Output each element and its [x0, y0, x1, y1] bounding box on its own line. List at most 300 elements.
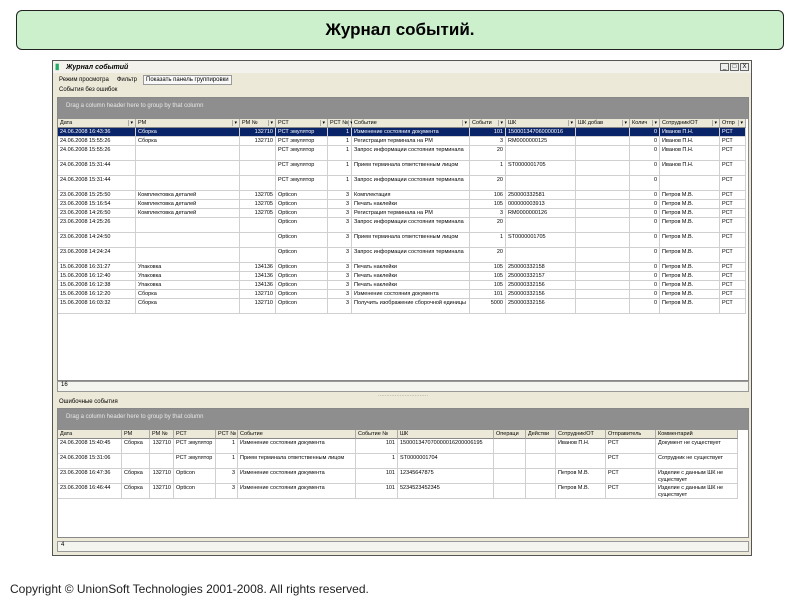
table-cell[interactable]: 0: [630, 200, 660, 209]
table-cell[interactable]: 250000332158: [506, 263, 576, 272]
table-cell[interactable]: РСТ: [720, 290, 746, 299]
copyright-text: Copyright © UnionSoft Technologies 2001-2008. All rights reserved.: [10, 582, 369, 596]
table-cell[interactable]: [506, 146, 576, 161]
column-header[interactable]: [58, 430, 122, 439]
table-cell[interactable]: [556, 454, 606, 469]
table-cell[interactable]: [136, 146, 240, 161]
table-cell[interactable]: 250000332156: [506, 290, 576, 299]
table-cell[interactable]: РСТ: [720, 272, 746, 281]
window-titlebar[interactable]: [53, 61, 751, 73]
table-cell[interactable]: Комплектовка деталей: [136, 209, 240, 218]
table-cell[interactable]: Opticon: [174, 469, 216, 484]
column-header[interactable]: [576, 119, 630, 128]
table-cell[interactable]: РСТ: [720, 128, 746, 137]
table-cell[interactable]: Иванов П.Н.: [556, 439, 606, 454]
table-cell[interactable]: Opticon: [276, 263, 328, 272]
table-cell[interactable]: 23.06.2008 16:47:36: [58, 469, 122, 484]
table-cell[interactable]: 3: [328, 209, 352, 218]
table-cell[interactable]: Петров М.В.: [660, 248, 720, 263]
table-cell[interactable]: 1: [216, 454, 238, 469]
filter-dropdown-icon[interactable]: ▾: [570, 120, 573, 126]
table-cell[interactable]: 132710: [240, 290, 276, 299]
filter-dropdown-icon[interactable]: ▾: [130, 120, 133, 126]
table-cell[interactable]: Петров М.В.: [660, 272, 720, 281]
table-cell[interactable]: Запрос информации состояния терминала: [352, 248, 470, 263]
table-cell[interactable]: 24.06.2008 15:55:26: [58, 137, 136, 146]
table-cell[interactable]: РСТ: [720, 191, 746, 200]
table-cell[interactable]: Opticon: [276, 299, 328, 314]
table-cell[interactable]: Упаковка: [136, 281, 240, 290]
table-cell[interactable]: [576, 146, 630, 161]
column-header[interactable]: [656, 430, 738, 439]
table-cell[interactable]: [150, 454, 174, 469]
table-cell[interactable]: 101: [356, 439, 398, 454]
table-cell[interactable]: Комплектация: [352, 191, 470, 200]
table-cell[interactable]: РСТ эмулятор: [174, 454, 216, 469]
table-cell[interactable]: Иванов П.Н.: [660, 137, 720, 146]
table-cell[interactable]: 000000003913: [506, 200, 576, 209]
column-header[interactable]: [556, 430, 606, 439]
table-cell[interactable]: 0: [630, 248, 660, 263]
table-cell[interactable]: РСТ: [720, 200, 746, 209]
table-cell[interactable]: 15.06.2008 16:31:27: [58, 263, 136, 272]
column-header[interactable]: [470, 119, 506, 128]
table-cell[interactable]: [576, 299, 630, 314]
column-header-label: РМ: [138, 120, 147, 126]
table-cell[interactable]: 0: [630, 233, 660, 248]
table-cell[interactable]: 12345647875: [398, 469, 494, 484]
table-cell[interactable]: РСТ эмулятор: [276, 161, 328, 176]
table-cell[interactable]: 105: [470, 200, 506, 209]
table-cell[interactable]: RM0000000126: [506, 209, 576, 218]
table-cell[interactable]: 3: [470, 137, 506, 146]
table-cell[interactable]: [240, 248, 276, 263]
table-cell[interactable]: РСТ эмулятор: [276, 176, 328, 191]
table-cell[interactable]: РСТ: [720, 176, 746, 191]
table-cell[interactable]: 20: [470, 146, 506, 161]
table-cell[interactable]: [526, 484, 556, 499]
filter-dropdown-icon[interactable]: ▾: [464, 120, 467, 126]
table-cell[interactable]: [136, 161, 240, 176]
table-cell[interactable]: 250000332156: [506, 299, 576, 314]
table-cell[interactable]: РСТ: [720, 233, 746, 248]
table-cell[interactable]: 105: [470, 263, 506, 272]
table-cell[interactable]: РСТ: [606, 439, 656, 454]
table-cell[interactable]: [576, 137, 630, 146]
table-cell[interactable]: Opticon: [276, 191, 328, 200]
table-cell[interactable]: 0: [630, 290, 660, 299]
table-cell[interactable]: 250000332156: [506, 281, 576, 290]
table-cell[interactable]: 23.06.2008 15:25:50: [58, 191, 136, 200]
table-cell[interactable]: 250000332157: [506, 272, 576, 281]
table-cell[interactable]: Печать наклейки: [352, 272, 470, 281]
column-header[interactable]: [352, 119, 470, 128]
column-header-label: Дата: [60, 120, 73, 126]
table-cell[interactable]: РСТ: [720, 137, 746, 146]
table-cell[interactable]: 0: [630, 146, 660, 161]
table-cell[interactable]: РСТ: [720, 161, 746, 176]
column-header[interactable]: [630, 119, 660, 128]
table-cell[interactable]: [526, 454, 556, 469]
table-cell[interactable]: 20: [470, 176, 506, 191]
table-cell[interactable]: РСТ: [720, 248, 746, 263]
table-cell[interactable]: 132705: [240, 191, 276, 200]
column-header[interactable]: [398, 430, 494, 439]
table-cell[interactable]: [576, 281, 630, 290]
table-cell[interactable]: Петров М.В.: [556, 469, 606, 484]
splitter-handle[interactable]: ⋯⋯⋯⋯⋯⋯⋯⋯⋯⋯: [378, 393, 428, 399]
table-cell[interactable]: 3: [470, 209, 506, 218]
table-cell[interactable]: РСТ: [720, 263, 746, 272]
table-cell[interactable]: Сотрудник не существует: [656, 454, 738, 469]
table-cell[interactable]: [506, 176, 576, 191]
table-cell[interactable]: 1: [328, 128, 352, 137]
table-cell[interactable]: Петров М.В.: [660, 263, 720, 272]
table-cell[interactable]: Петров М.В.: [660, 218, 720, 233]
table-cell[interactable]: Получить изображение сборочной единицы: [352, 299, 470, 314]
table-cell[interactable]: 132710: [240, 299, 276, 314]
table-cell[interactable]: РСТ: [606, 454, 656, 469]
table-cell[interactable]: [576, 191, 630, 200]
table-cell[interactable]: Комплектовка деталей: [136, 200, 240, 209]
table-cell[interactable]: 23.06.2008 14:26:50: [58, 209, 136, 218]
table-cell[interactable]: Иванов П.Н.: [660, 128, 720, 137]
table-cell[interactable]: 20: [470, 248, 506, 263]
column-header-label: Действи: [528, 431, 550, 437]
table-cell[interactable]: Opticon: [276, 233, 328, 248]
filter-dropdown-icon[interactable]: ▾: [624, 120, 627, 126]
close-button[interactable]: X: [740, 63, 749, 71]
table-cell[interactable]: 0: [630, 209, 660, 218]
table-cell[interactable]: Запрос информации состояния терминала: [352, 176, 470, 191]
table-cell[interactable]: Прием терминала ответственным лицом: [352, 161, 470, 176]
table-cell[interactable]: 1: [328, 137, 352, 146]
table-cell[interactable]: 3: [328, 200, 352, 209]
group-panel-errors[interactable]: Drag a column header here to group by that column: [58, 409, 748, 430]
table-cell[interactable]: Изменение состояния документа: [352, 128, 470, 137]
table-cell[interactable]: [136, 248, 240, 263]
table-cell[interactable]: [494, 454, 526, 469]
table-cell[interactable]: Opticon: [276, 200, 328, 209]
table-cell[interactable]: Изменение состояния документа: [238, 484, 356, 499]
table-cell[interactable]: 105: [470, 281, 506, 290]
table-cell[interactable]: 23.06.2008 14:24:50: [58, 233, 136, 248]
table-cell[interactable]: 0: [630, 218, 660, 233]
table-cell[interactable]: 134136: [240, 281, 276, 290]
table-cell[interactable]: Иванов П.Н.: [660, 146, 720, 161]
table-cell[interactable]: [660, 176, 720, 191]
table-cell[interactable]: 3: [328, 281, 352, 290]
show-group-panel-button[interactable]: Показать панель группировки: [143, 75, 232, 85]
filter-button[interactable]: Фильтр: [116, 76, 137, 83]
table-cell[interactable]: Петров М.В.: [660, 290, 720, 299]
table-cell[interactable]: [526, 439, 556, 454]
table-cell[interactable]: ST0000001705: [506, 233, 576, 248]
table-cell[interactable]: Прием терминала ответственным лицом: [352, 233, 470, 248]
table-cell[interactable]: [506, 248, 576, 263]
table-cell[interactable]: 24.06.2008 15:40:45: [58, 439, 122, 454]
table-cell[interactable]: 132710: [240, 128, 276, 137]
table-cell[interactable]: 24.06.2008 15:31:06: [58, 454, 122, 469]
table-cell[interactable]: 20: [470, 218, 506, 233]
table-cell[interactable]: Opticon: [276, 209, 328, 218]
table-cell[interactable]: 1: [328, 176, 352, 191]
table-cell[interactable]: Сборка: [136, 290, 240, 299]
table-cell[interactable]: 24.06.2008 15:31:44: [58, 161, 136, 176]
table-cell[interactable]: 3: [328, 248, 352, 263]
table-cell[interactable]: 0: [630, 272, 660, 281]
table-cell[interactable]: [506, 218, 576, 233]
column-header-label: ШК: [400, 431, 409, 437]
table-cell[interactable]: 0: [630, 299, 660, 314]
table-cell[interactable]: 106: [470, 191, 506, 200]
column-header-label: Событи: [472, 120, 492, 126]
table-cell[interactable]: 5234523452345: [398, 484, 494, 499]
table-cell[interactable]: Сборка: [122, 484, 150, 499]
table-cell[interactable]: [240, 233, 276, 248]
table-cell[interactable]: Петров М.В.: [660, 209, 720, 218]
minimize-button[interactable]: _: [720, 63, 729, 71]
table-cell[interactable]: 1: [470, 161, 506, 176]
table-cell[interactable]: 15.06.2008 16:12:38: [58, 281, 136, 290]
table-cell[interactable]: ST0000001705: [506, 161, 576, 176]
table-cell[interactable]: Печать наклейки: [352, 263, 470, 272]
table-cell[interactable]: 0: [630, 281, 660, 290]
table-cell[interactable]: Упаковка: [136, 272, 240, 281]
table-cell[interactable]: 105: [470, 272, 506, 281]
table-cell[interactable]: РСТ: [720, 146, 746, 161]
table-cell[interactable]: 3: [216, 469, 238, 484]
table-cell[interactable]: Изделие с данным ШК не существует: [656, 484, 738, 499]
column-header[interactable]: [58, 119, 136, 128]
filter-dropdown-icon[interactable]: ▾: [234, 120, 237, 126]
table-cell[interactable]: 15.06.2008 16:03:32: [58, 299, 136, 314]
table-cell[interactable]: 24.06.2008 16:43:36: [58, 128, 136, 137]
table-cell[interactable]: Opticon: [174, 484, 216, 499]
table-cell[interactable]: [494, 484, 526, 499]
table-cell[interactable]: Изменение состояния документа: [238, 469, 356, 484]
table-cell[interactable]: РСТ: [606, 469, 656, 484]
table-cell[interactable]: [576, 248, 630, 263]
table-cell[interactable]: 3: [328, 290, 352, 299]
table-cell[interactable]: Сборка: [122, 469, 150, 484]
table-cell[interactable]: Печать наклейки: [352, 200, 470, 209]
table-cell[interactable]: Документ не существует: [656, 439, 738, 454]
table-cell[interactable]: 132710: [150, 439, 174, 454]
table-cell[interactable]: [576, 272, 630, 281]
table-cell[interactable]: Изменение состояния документа: [238, 439, 356, 454]
table-cell[interactable]: РСТ эмулятор: [276, 137, 328, 146]
column-header[interactable]: [328, 119, 352, 128]
table-cell[interactable]: 132705: [240, 200, 276, 209]
table-cell[interactable]: 0: [630, 263, 660, 272]
column-header[interactable]: [720, 119, 746, 128]
filter-dropdown-icon[interactable]: ▾: [740, 120, 743, 126]
table-cell[interactable]: Прием терминала ответственным лицом: [238, 454, 356, 469]
table-cell[interactable]: Петров М.В.: [660, 200, 720, 209]
table-cell[interactable]: Иванов П.Н.: [660, 161, 720, 176]
table-cell[interactable]: [494, 439, 526, 454]
view-mode-button[interactable]: Режим просмотра: [59, 76, 109, 83]
table-cell[interactable]: 101: [356, 469, 398, 484]
column-header[interactable]: [174, 430, 216, 439]
table-cell[interactable]: 0: [630, 161, 660, 176]
table-cell[interactable]: 5000: [470, 299, 506, 314]
table-cell[interactable]: [576, 263, 630, 272]
table-cell[interactable]: Печать наклейки: [352, 281, 470, 290]
table-cell[interactable]: RM0000000125: [506, 137, 576, 146]
group-panel[interactable]: Drag a column header here to group by that column: [58, 98, 748, 119]
table-cell[interactable]: 3: [328, 233, 352, 248]
table-cell[interactable]: [240, 176, 276, 191]
table-cell[interactable]: 23.06.2008 14:25:26: [58, 218, 136, 233]
table-cell[interactable]: [526, 469, 556, 484]
table-cell[interactable]: 134136: [240, 263, 276, 272]
table-cell[interactable]: 3: [216, 484, 238, 499]
table-cell[interactable]: [576, 161, 630, 176]
table-cell[interactable]: 101: [470, 290, 506, 299]
table-cell[interactable]: [136, 218, 240, 233]
table-cell[interactable]: Opticon: [276, 281, 328, 290]
table-cell[interactable]: 150001347070000016200006195: [398, 439, 494, 454]
table-cell[interactable]: 24.06.2008 15:31:44: [58, 176, 136, 191]
column-header[interactable]: [494, 430, 526, 439]
table-cell[interactable]: РСТ: [720, 218, 746, 233]
table-cell[interactable]: Изменение состояния документа: [352, 290, 470, 299]
table-cell[interactable]: РСТ: [720, 299, 746, 314]
table-cell[interactable]: 150001347060000016: [506, 128, 576, 137]
table-cell[interactable]: Сборка: [136, 128, 240, 137]
table-cell[interactable]: 1: [356, 454, 398, 469]
filter-dropdown-icon[interactable]: ▾: [322, 120, 325, 126]
column-header[interactable]: [136, 119, 240, 128]
filter-dropdown-icon[interactable]: ▾: [270, 120, 273, 126]
column-header[interactable]: [606, 430, 656, 439]
table-cell[interactable]: 3: [328, 191, 352, 200]
column-header[interactable]: [122, 430, 150, 439]
table-cell[interactable]: Opticon: [276, 290, 328, 299]
column-header[interactable]: [356, 430, 398, 439]
events-grid: [57, 97, 749, 381]
table-cell[interactable]: [494, 469, 526, 484]
table-cell[interactable]: Регистрация терминала на РМ: [352, 209, 470, 218]
table-cell[interactable]: 15.06.2008 16:12:20: [58, 290, 136, 299]
table-cell[interactable]: [576, 200, 630, 209]
table-cell[interactable]: 23.06.2008 16:46:44: [58, 484, 122, 499]
table-cell[interactable]: Сборка: [122, 439, 150, 454]
table-cell[interactable]: Комплектовка деталей: [136, 191, 240, 200]
table-cell[interactable]: РСТ: [720, 281, 746, 290]
table-cell[interactable]: Петров М.В.: [660, 233, 720, 248]
table-cell[interactable]: 3: [328, 218, 352, 233]
table-cell[interactable]: [576, 128, 630, 137]
table-cell[interactable]: 0: [630, 137, 660, 146]
column-header[interactable]: [660, 119, 720, 128]
table-cell[interactable]: 0: [630, 176, 660, 191]
table-cell[interactable]: [122, 454, 150, 469]
table-cell[interactable]: [576, 209, 630, 218]
column-header[interactable]: [240, 119, 276, 128]
column-header[interactable]: [150, 430, 174, 439]
table-cell[interactable]: РСТ: [720, 209, 746, 218]
table-cell[interactable]: 1: [470, 233, 506, 248]
maximize-button[interactable]: □: [730, 63, 739, 71]
column-header[interactable]: [216, 430, 238, 439]
filter-dropdown-icon[interactable]: ▾: [654, 120, 657, 126]
table-cell[interactable]: Петров М.В.: [660, 281, 720, 290]
table-cell[interactable]: [136, 176, 240, 191]
filter-dropdown-icon[interactable]: ▾: [714, 120, 717, 126]
column-header[interactable]: [238, 430, 356, 439]
table-cell[interactable]: 23.06.2008 14:24:24: [58, 248, 136, 263]
table-cell[interactable]: Петров М.В.: [660, 299, 720, 314]
table-cell[interactable]: 250000332581: [506, 191, 576, 200]
table-cell[interactable]: [240, 146, 276, 161]
table-cell[interactable]: 24.06.2008 15:55:26: [58, 146, 136, 161]
table-cell[interactable]: 0: [630, 128, 660, 137]
table-cell[interactable]: Opticon: [276, 218, 328, 233]
table-cell[interactable]: 3: [328, 299, 352, 314]
column-header-label: Событие: [354, 120, 377, 126]
table-cell[interactable]: 15.06.2008 16:12:40: [58, 272, 136, 281]
table-cell[interactable]: [240, 218, 276, 233]
table-cell[interactable]: [576, 218, 630, 233]
table-cell[interactable]: Регистрация терминала на РМ: [352, 137, 470, 146]
table-cell[interactable]: 132710: [150, 469, 174, 484]
table-cell[interactable]: 0: [630, 191, 660, 200]
filter-dropdown-icon[interactable]: ▾: [500, 120, 503, 126]
table-cell[interactable]: [576, 290, 630, 299]
table-cell[interactable]: Изделие с данным ШК не существует: [656, 469, 738, 484]
column-header[interactable]: [526, 430, 556, 439]
column-header[interactable]: [506, 119, 576, 128]
table-cell[interactable]: [576, 176, 630, 191]
table-cell[interactable]: 101: [470, 128, 506, 137]
table-cell[interactable]: [136, 233, 240, 248]
table-cell[interactable]: РСТ эмулятор: [276, 128, 328, 137]
table-cell[interactable]: РСТ эмулятор: [174, 439, 216, 454]
table-cell[interactable]: Запрос информации состояния терминала: [352, 218, 470, 233]
table-cell[interactable]: 132710: [150, 484, 174, 499]
table-cell[interactable]: 132705: [240, 209, 276, 218]
table-cell[interactable]: 1: [216, 439, 238, 454]
table-cell[interactable]: ST0000001704: [398, 454, 494, 469]
table-cell[interactable]: Сборка: [136, 299, 240, 314]
column-header[interactable]: [276, 119, 328, 128]
table-cell[interactable]: 3: [328, 272, 352, 281]
table-cell[interactable]: Петров М.В.: [556, 484, 606, 499]
table-cell[interactable]: Opticon: [276, 272, 328, 281]
table-cell[interactable]: 3: [328, 263, 352, 272]
table-cell[interactable]: Запрос информации состояния терминала: [352, 146, 470, 161]
table-cell[interactable]: 134136: [240, 272, 276, 281]
table-cell[interactable]: Opticon: [276, 248, 328, 263]
table-cell[interactable]: Петров М.В.: [660, 191, 720, 200]
table-cell[interactable]: РСТ эмулятор: [276, 146, 328, 161]
column-header-label: ШК добав: [578, 120, 604, 126]
table-cell[interactable]: 132710: [240, 137, 276, 146]
column-header-label: Сотрудник/ОТ: [558, 431, 594, 437]
table-cell[interactable]: [240, 161, 276, 176]
table-cell[interactable]: 1: [328, 161, 352, 176]
table-cell[interactable]: 1: [328, 146, 352, 161]
table-cell[interactable]: 23.06.2008 15:16:54: [58, 200, 136, 209]
table-cell[interactable]: Сборка: [136, 137, 240, 146]
table-cell[interactable]: [576, 233, 630, 248]
table-cell[interactable]: РСТ: [606, 484, 656, 499]
table-cell[interactable]: 101: [356, 484, 398, 499]
table-cell[interactable]: Упаковка: [136, 263, 240, 272]
